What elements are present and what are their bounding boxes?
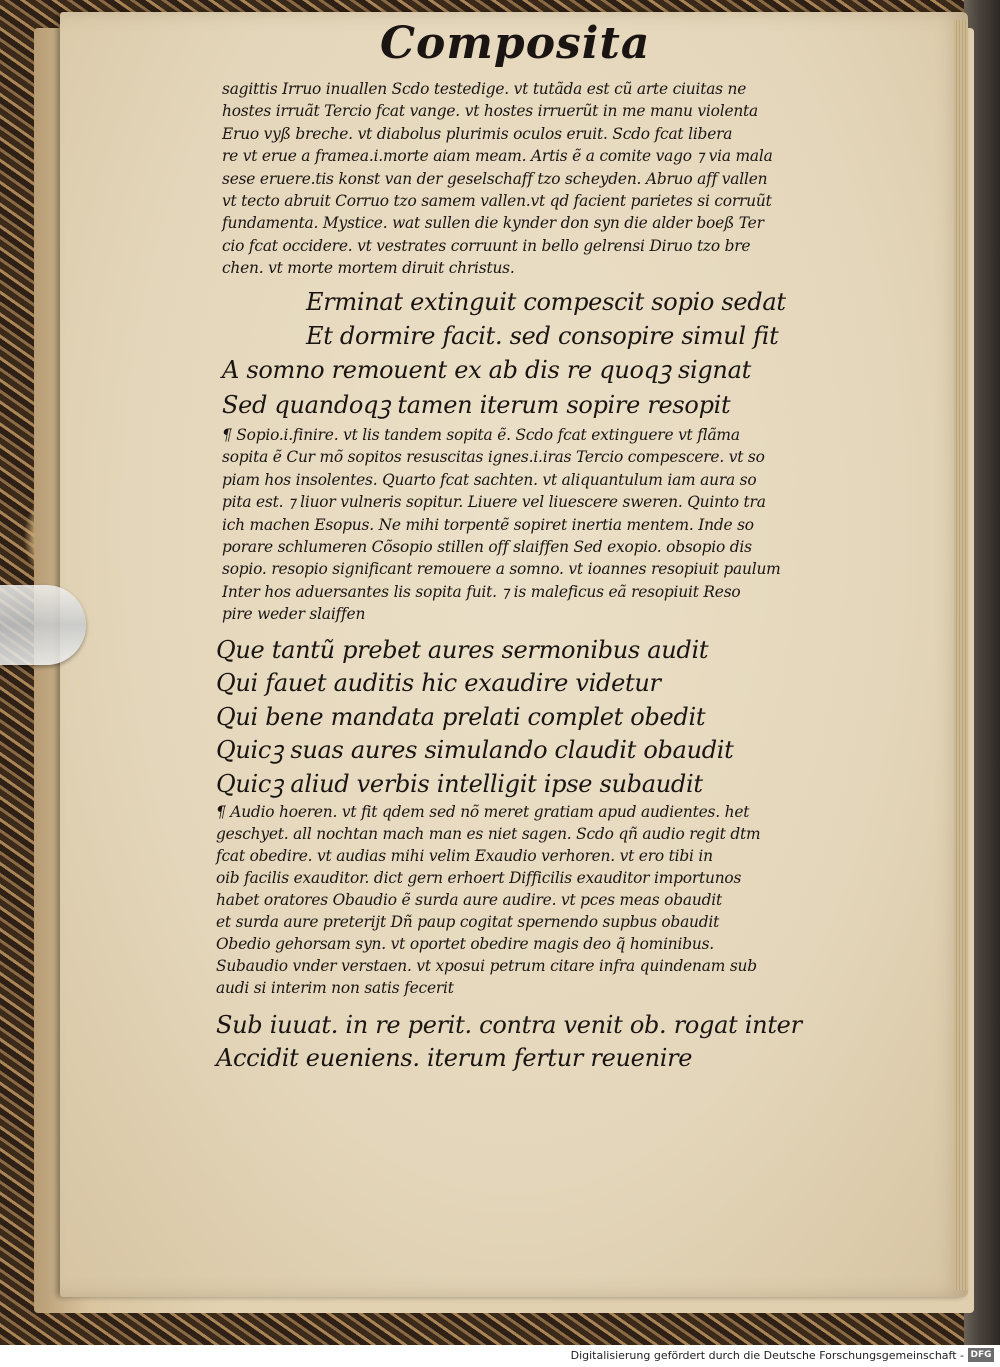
- text-line: Accidit eueniens. iterum fertur reuenire: [216, 1044, 693, 1072]
- text-line: cio fcat occidere. vt vestrates corruunt in bello gelrensi Diruo tzo bre: [222, 236, 751, 255]
- text-line: Erminat extinguit compescit sopio sedat: [306, 288, 786, 316]
- text-line: piam hos insolentes. Quarto fcat sachten. vt aliquantulum iam aura so: [222, 470, 757, 489]
- text-line: geschyet. all nochtan mach man es niet sagen. Scdo qñ audio regit dtm: [216, 825, 761, 843]
- text-line: Obedio gehorsam syn. vt oportet obedire magis deo q̃ hominibus.: [216, 935, 714, 953]
- text-line: Que tantũ prebet aures sermonibus audit: [216, 636, 709, 664]
- text-line: ¶ Sopio.i.finire. vt lis tandem sopita ẽ. Scdo fcat extinguere vt flãma: [222, 426, 740, 444]
- text-line: porare schlumeren Cõsopio stillen off slaiffen Sed exopio. obsopio dis: [222, 538, 752, 556]
- text-line: fcat obedire. vt audias mihi velim Exaudio verhoren. vt ero tibi in: [216, 847, 713, 865]
- text-line: ich machen Esopus. Ne mihi torpentẽ sopiret inertia mentem. Inde so: [222, 515, 754, 534]
- footer-credit: Digitalisierung gefördert durch die Deutsche Forschungsgemeinschaft -: [570, 1349, 964, 1362]
- text-line: Subaudio vnder verstaen. vt xposui petrum citare infra quindenam sub: [216, 957, 757, 975]
- text-line: et surda aure preterijt Dñ paup cogitat spernendo supbus obaudit: [216, 913, 720, 931]
- text-line: fundamenta. Mystice. wat sullen die kynder don syn die alder boeß Ter: [222, 214, 764, 233]
- page-heading: Composita: [380, 18, 651, 69]
- text-line: sagittis Irruo inuallen Scdo testedige. vt tutãda est cũ arte ciuitas ne: [222, 80, 747, 98]
- text-line: sopio. resopio significant remouere a somno. vt ioannes resopiuit paulum: [222, 560, 781, 579]
- text-line: Qui bene mandata prelati complet obedit: [216, 702, 706, 731]
- text-line: hostes irruãt Tercio fcat vange. vt hostes irruerũt in me manu violenta: [222, 102, 759, 121]
- text-line: audi si interim non satis fecerit: [216, 979, 454, 997]
- text-line: oib facilis exauditor. dict gern erhoert Difficilis exauditor importunos: [216, 869, 742, 887]
- text-line: Quicꝫ suas aures simulando claudit obaudit: [216, 736, 734, 765]
- text-line: sese eruere.tis konst van der geselschaff tzo scheyden. Abruo aff vallen: [222, 169, 768, 188]
- text-line: chen. vt morte mortem diruit christus.: [222, 259, 515, 278]
- text-line: Inter hos aduersantes lis sopita fuit. ⁊ is maleficus eã resopiuit Reso: [222, 582, 741, 601]
- text-line: Quicꝫ aliud verbis intelligit ipse subaudit: [216, 769, 703, 798]
- page-edge: [954, 20, 968, 1290]
- page-clip: [0, 585, 86, 665]
- text-line: ¶ Audio hoeren. vt fit qdem sed nõ meret gratiam apud audientes. het: [216, 803, 750, 821]
- text-line: sopita ẽ Cur mõ sopitos resuscitas ignes.i.iras Tercio compescere. vt so: [222, 448, 765, 467]
- text-line: Et dormire facit. sed consopire simul fit: [306, 322, 779, 351]
- dfg-logo: DFG: [968, 1348, 994, 1362]
- text-line: pire weder slaiffen: [222, 605, 366, 624]
- text-line: Sub iuuat. in re perit. contra venit ob. rogat inter: [216, 1011, 802, 1039]
- text-line: Eruo vyß breche. vt diabolus plurimis oculos eruit. Scdo fcat libera: [222, 124, 733, 143]
- text-line: Sed quandoqꝫ tamen iterum sopire resopit: [222, 390, 731, 419]
- text-line: A somno remouent ex ab dis re quoqꝫ signat: [222, 356, 751, 385]
- text-line: re vt erue a framea.i.morte aiam meam. Artis ẽ a comite vago ⁊ via mala: [222, 147, 773, 166]
- text-line: vt tecto abruit Corruo tzo samem vallen.vt qd facient parietes si corruũt: [222, 192, 772, 210]
- text-line: Qui fauet auditis hic exaudire videtur: [216, 669, 661, 698]
- text-line: pita est. ⁊ liuor vulneris sopitur. Liuere vel liuescere sweren. Quinto tra: [222, 493, 766, 512]
- text-line: habet oratores Obaudio ẽ surda aure audire. vt pces meas obaudit: [216, 891, 722, 909]
